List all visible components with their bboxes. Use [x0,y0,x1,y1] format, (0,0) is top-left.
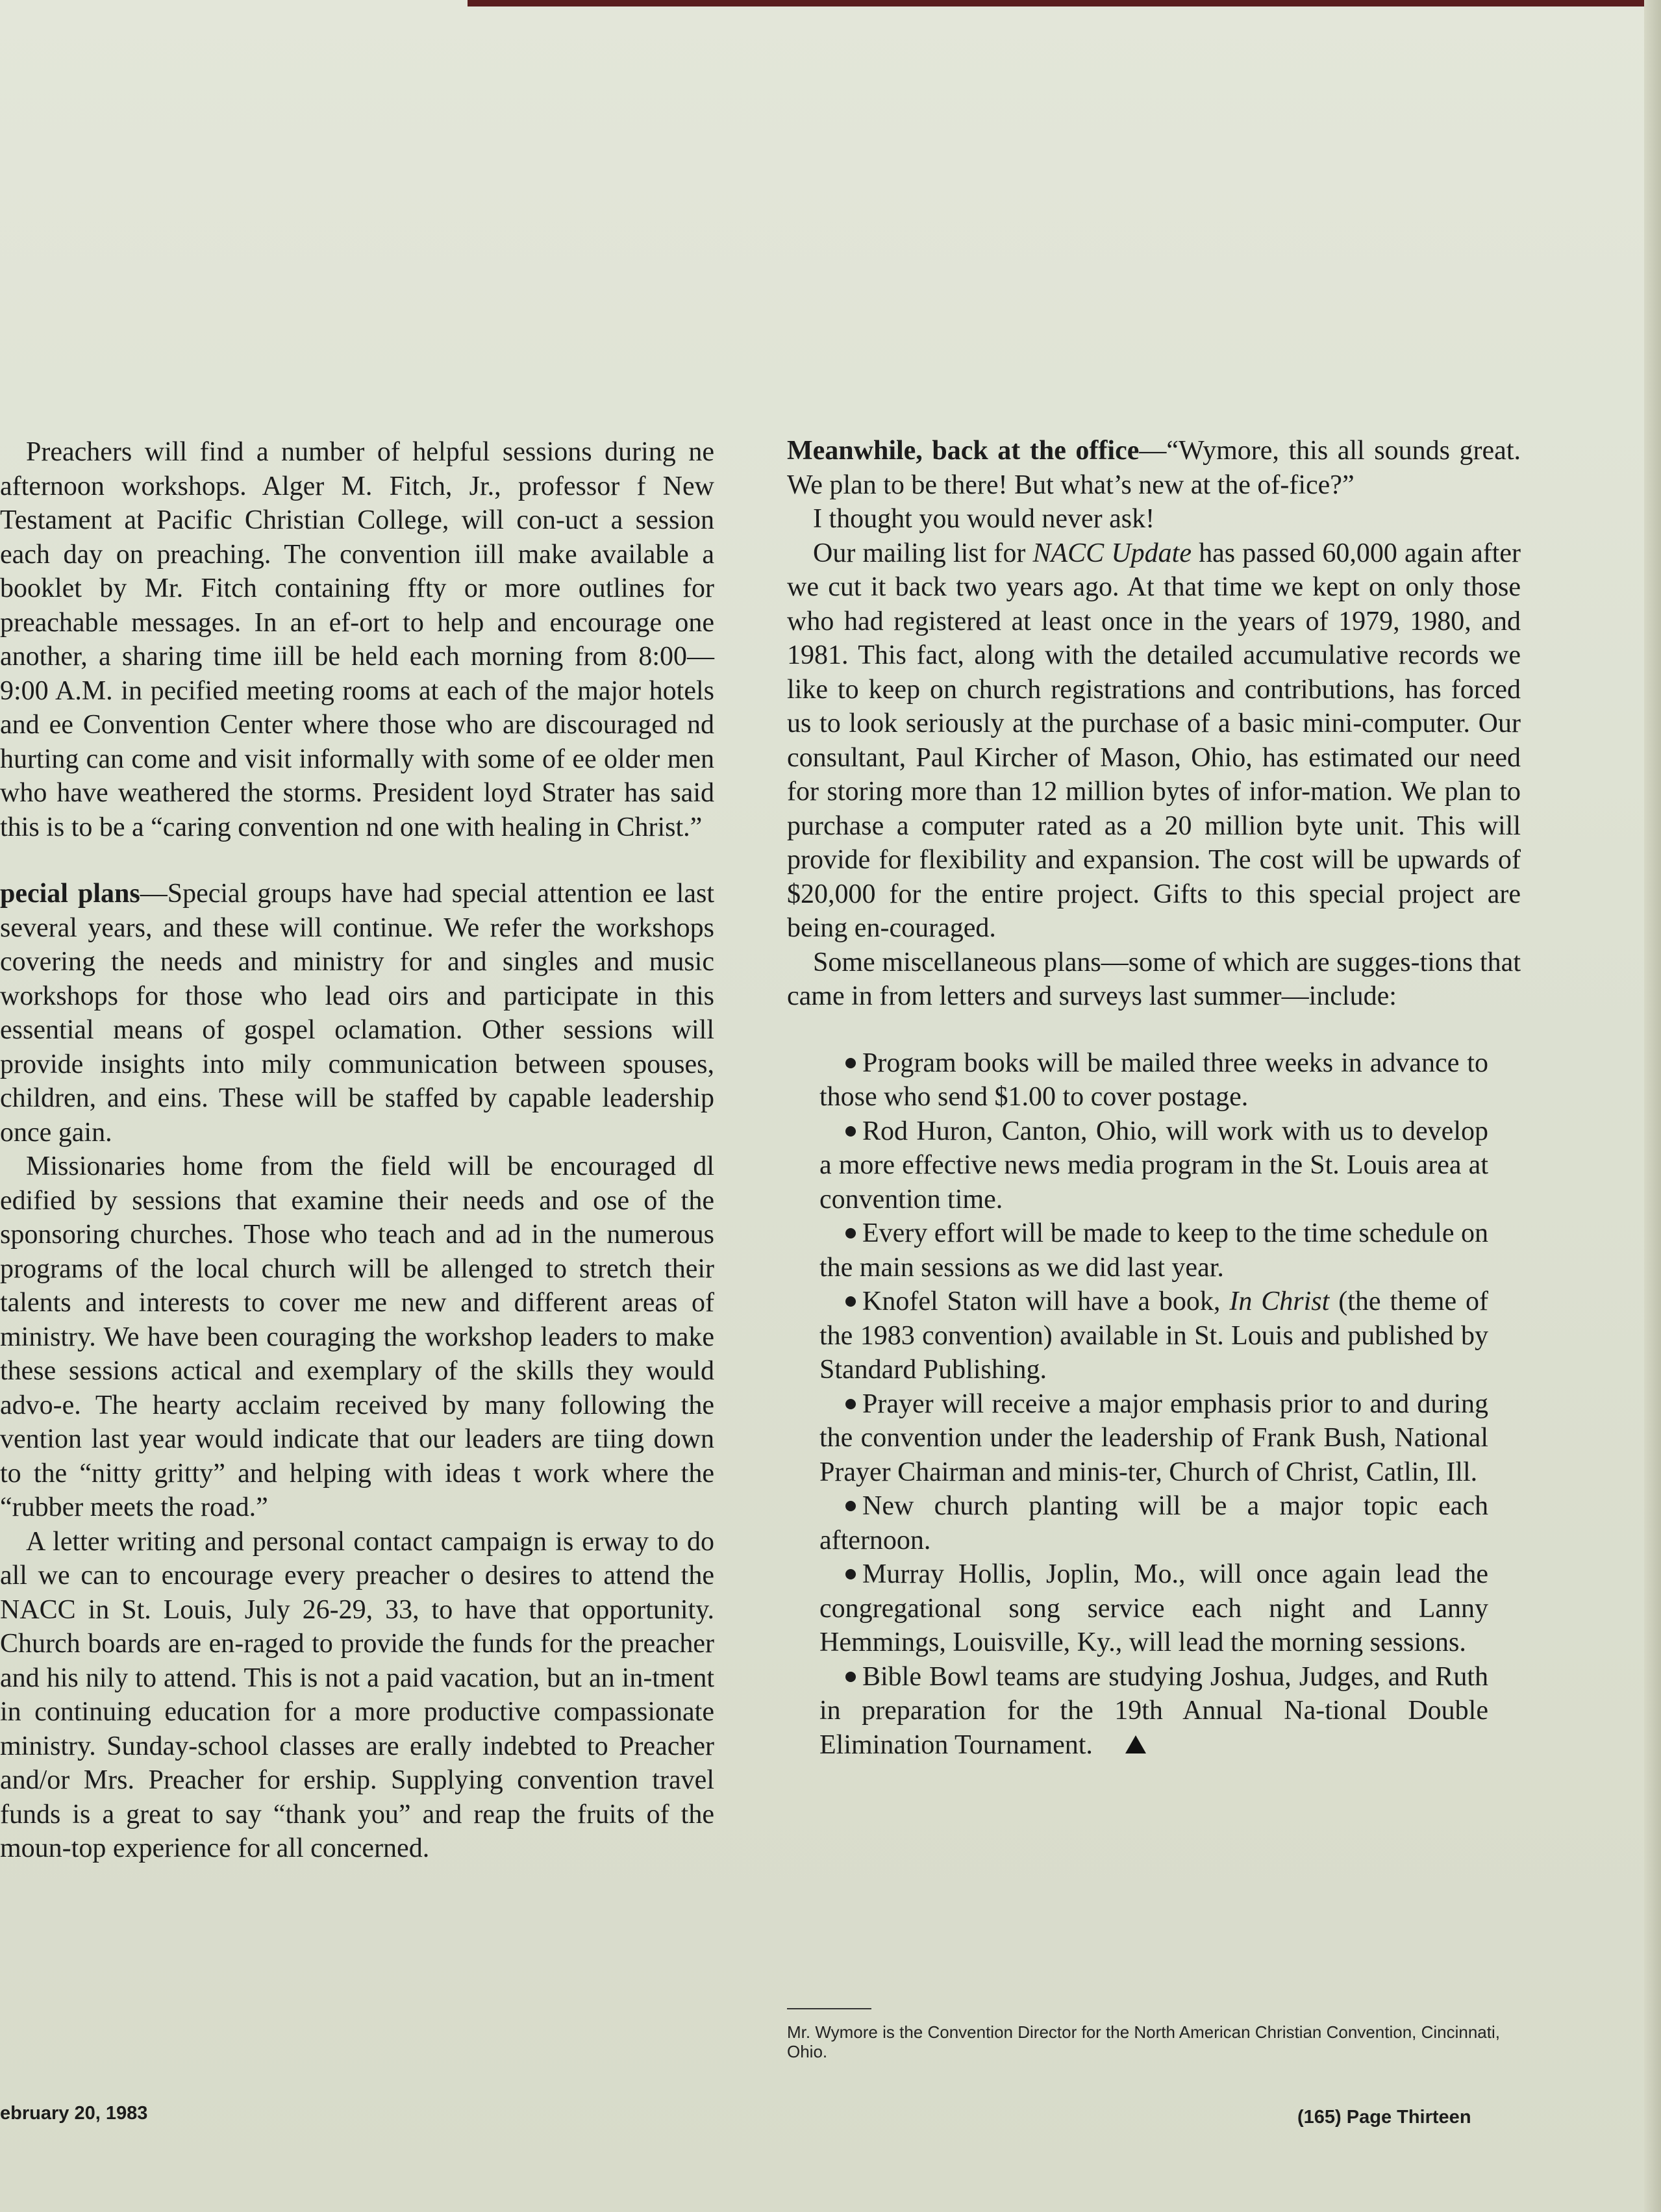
list-item: Bible Bowl teams are studying Joshua, Judges, and Ruth in preparation for the 19th Annual Na-tional Double Elimination Tournament. [819,1661,1488,1760]
left-column [0,435,714,1866]
list-item: Every effort will be made to keep to the time schedule on the main sessions as we did last year. [819,1218,1488,1283]
paragraph-letter-campaign: A letter writing and personal contact campaign is erway to do all we can to encourage every preacher o desires to attend the NACC in St. Louis, July 26-29, 33, to have that opportunity. Church boards are en-raged to provide the funds for the preacher and his nily to attend. This is not a paid vacation, but an in-tment in continuing education for a more productive compassionate ministry. Sunday-school classes are erally indebted to Preacher and/or Mrs. Preacher for ership. Supplying convention travel funds is a great to say “thank you” and reap the fruits of the moun-top experience for all concerned. [0,1526,714,1863]
book-title: In Christ [1229,1287,1330,1316]
folio-page-number: (165) Page Thirteen [1297,2107,1471,2128]
paragraph-misc-plans: Some miscellaneous plans—some of which are sugges-tions that came in from letters and surveys last summer—include: [787,947,1521,1011]
paragraph-never-ask: I thought you would never ask! [813,504,1155,534]
bullet-icon [845,1569,856,1579]
author-footnote: Mr. Wymore is the Convention Director for the North American Christian Convention, Cincinnati, Ohio. [787,2022,1500,2061]
bullet-icon [845,1672,856,1682]
paragraph-preachers: Preachers will find a number of helpful sessions during ne afternoon workshops. Alger M. Fitch, Jr., professor f New Testament at Pacific Christian College, will con-uct a session each day on preaching. The convention iill make available a booklet by Mr. Fitch containing ffty or more outlines for preachable messages. In an ef-ort to help and encourage one another, a sharing time iill be held each morning from 8:00—9:00 A.M. in pecified meeting rooms at each of the major hotels and ee Convention Center where those who are discouraged nd hurting can come and visit informally with some of ee older men who have weathered the storms. President loyd Strater has said this is to be a “caring convention nd one with healing in Christ.” [0,437,714,842]
end-of-article-triangle-icon [1125,1735,1146,1753]
footnote-rule [787,2008,871,2009]
bullet-icon [845,1228,856,1238]
list-item: Murray Hollis, Joplin, Mo., will once again lead the congregational song service each night and Lanny Hemmings, Louisville, Ky., will lead the morning sessions. [819,1559,1488,1657]
page-edge-shadow [1644,0,1661,2212]
list-item: Prayer will receive a major emphasis prior to and during the convention under the leadership of Frank Bush, National Prayer Chairman and minis-ter, Church of Christ, Catlin, Ill. [819,1389,1488,1487]
paragraph-meanwhile: Meanwhile, back at the office—“Wymore, this all sounds great. We plan to be there! But what’s new at the of-fice?” [787,436,1521,500]
folio-date: ebruary 20, 1983 [0,2103,148,2124]
list-item: Knofel Staton will have a book, In Christ (the theme of the 1983 convention) available in St. Louis and published by Standard Publishing. [819,1287,1488,1385]
publication-title: NACC Update [1032,538,1192,568]
bullet-icon [845,1501,856,1511]
bullet-list [819,1046,1488,1763]
paragraph-mailing-list: Our mailing list for NACC Update has passed 60,000 again after we cut it back two years ago. At that time we kept on only those who had registered at least once in the years of 1979, 1980, and 1981. This fact, along with the detailed accumulative records we like to keep on church registrations and contributions, has forced us to look seriously at the purchase of a basic mini-computer. Our consultant, Paul Kircher of Mason, Ohio, has estimated our need for storing more than 12 million bytes of infor-mation. We plan to purchase a computer rated as a 20 million byte unit. This will provide for flexibility and expansion. The cost will be upwards of $20,000 for the entire project. Gifts to this special project are being en-couraged. [787,538,1521,943]
right-column [787,434,1521,1762]
paragraph-special-plans: pecial plans—Special groups have had special attention ee last several years, and these will continue. We refer the workshops covering the needs and ministry for and singles and music workshops for those who lead oirs and participate in this essential means of gospel oclamation. Other sessions will provide insights into mily communication between spouses, children, and eins. These will be staffed by capable leadership once gain. [0,879,714,1148]
bullet-icon [845,1399,856,1409]
top-color-band [468,0,1661,6]
subhead-special-plans: pecial plans [0,879,140,909]
subhead-meanwhile: Meanwhile, back at the office [787,436,1140,466]
bullet-icon [845,1058,856,1068]
bullet-icon [845,1126,856,1137]
list-item: New church planting will be a major topic each afternoon. [819,1491,1488,1555]
paragraph-missionaries: Missionaries home from the field will be encouraged dl edified by sessions that examine their needs and ose of the sponsoring churches. Those who teach and ad in the numerous programs of the local church will be allenged to stretch their talents and interests to cover me new and different areas of ministry. We have been couraging the workshop leaders to make these sessions actical and exemplary of the skills they would advo-e. The hearty acclaim received by many following the vention last year would indicate that our leaders are tiing down to the “nitty gritty” and helping with ideas t work where the “rubber meets the road.” [0,1151,714,1522]
bullet-icon [845,1296,856,1307]
list-item: Program books will be mailed three weeks in advance to those who send $1.00 to cover postage. [819,1048,1488,1112]
list-item: Rod Huron, Canton, Ohio, will work with us to develop a more effective news media program in the St. Louis area at convention time. [819,1116,1488,1214]
